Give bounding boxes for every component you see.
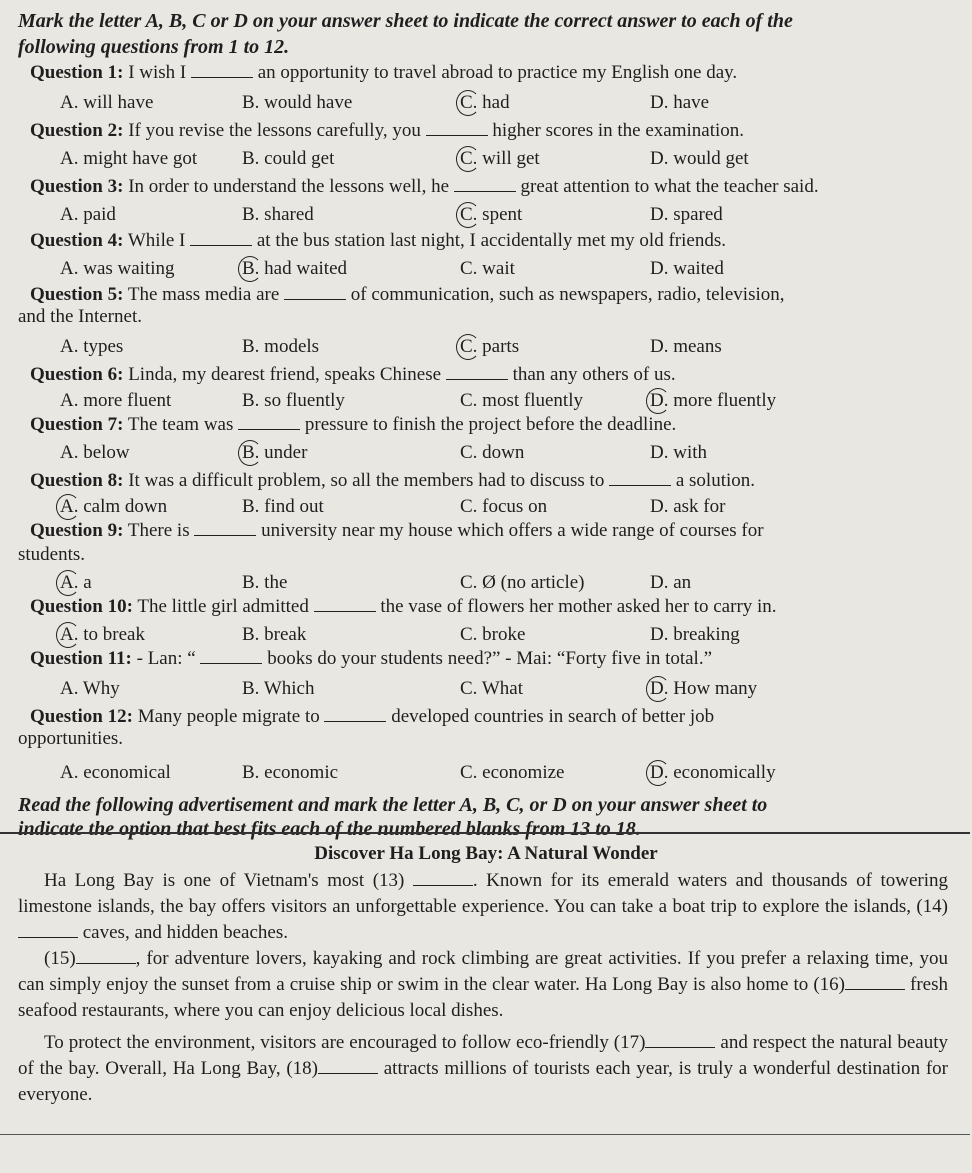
question-12-continuation: opportunities.	[18, 728, 124, 749]
question-3-stem	[30, 176, 819, 198]
answer-blank	[446, 379, 508, 380]
passage-text: , for adventure lovers, kayaking and rock climbing are great activities. If you prefer a	[135, 948, 801, 969]
question-5-option-b[interactable]: B. models	[242, 336, 320, 357]
question-text: at the bus station last night, I accidentally met my old friends.	[256, 230, 726, 251]
question-text: an opportunity to travel abroad to practice my English one day.	[257, 62, 738, 83]
question-7-option-b[interactable]: B. under	[242, 442, 308, 463]
passage-paragraph-1	[18, 868, 948, 946]
question-6-option-a[interactable]: A. more fluent	[60, 390, 172, 411]
question-11-stem	[30, 648, 712, 670]
question-5-stem	[30, 284, 785, 306]
question-8-option-c[interactable]: C. focus on	[460, 496, 548, 517]
question-4-stem	[30, 230, 726, 252]
question-7-stem	[30, 414, 676, 436]
passage-text: Long Bay is also home to (16)	[612, 974, 845, 995]
question-text: higher scores in the examination.	[492, 120, 745, 141]
passage-title: Discover Ha Long Bay: A Natural Wonder	[314, 843, 658, 864]
question-11-option-c[interactable]: C. What	[460, 678, 523, 699]
question-text: great attention to what the teacher said.	[520, 176, 819, 197]
passage-text: To protect the environment, visitors are encouraged to follow eco-friendly (17)	[44, 1032, 646, 1053]
passage-text: . Known for its emerald waters and	[472, 870, 764, 891]
question-text: In order to understand the lessons well, he	[128, 176, 449, 197]
question-12-option-d[interactable]: D. economically	[650, 762, 776, 783]
question-8-option-d[interactable]: D. ask for	[650, 496, 726, 517]
passage-text: local dishes.	[409, 1000, 504, 1021]
instructions-line-2: following questions from 1 to 12.	[18, 36, 290, 58]
question-9-option-b[interactable]: B. the	[242, 572, 288, 593]
question-2-option-a[interactable]: A. might have got	[60, 148, 198, 169]
answer-blank	[454, 191, 516, 192]
question-6-stem	[30, 364, 676, 386]
question-10-option-d[interactable]: D. breaking	[650, 624, 740, 645]
question-label: Question 9:	[30, 520, 124, 541]
question-text: While I	[127, 230, 186, 251]
question-8-option-a[interactable]: A. calm down	[60, 496, 168, 517]
question-label: Question 2:	[30, 120, 124, 141]
question-12-option-a[interactable]: A. economical	[60, 762, 171, 783]
answer-blank	[426, 135, 488, 136]
question-1-stem	[30, 62, 737, 84]
question-3-option-a[interactable]: A. paid	[60, 204, 116, 225]
question-4-option-d[interactable]: D. waited	[650, 258, 724, 279]
question-1-option-c[interactable]: C. had	[460, 92, 510, 113]
question-text: of communication, such as newspapers, radio, television,	[350, 284, 785, 305]
question-text: the vase of flowers her mother asked her to carry in.	[380, 596, 777, 617]
passage-text: relaxing time, you can simply enjoy the sunset from a cruise ship or swim in the clear water. Ha	[18, 948, 948, 995]
question-text: a solution.	[675, 470, 756, 491]
question-11-option-a[interactable]: A. Why	[60, 678, 120, 699]
question-text: It was a difficult problem, so all the members had to discuss to	[128, 470, 605, 491]
blank-17	[645, 1047, 715, 1048]
question-1-option-d[interactable]: D. have	[650, 92, 710, 113]
question-2-option-b[interactable]: B. could get	[242, 148, 335, 169]
question-text: - Lan: “	[136, 648, 196, 669]
question-9-option-a[interactable]: A. a	[60, 572, 92, 593]
passage-paragraph-2	[18, 1030, 948, 1108]
question-5-option-c[interactable]: C. parts	[460, 336, 520, 357]
answer-blank	[324, 721, 386, 722]
question-text: If you revise the lessons carefully, you	[128, 120, 421, 141]
question-3-option-d[interactable]: D. spared	[650, 204, 723, 225]
blank-13	[413, 885, 473, 886]
question-text: The team was	[127, 414, 234, 435]
passage-text: respect the natural beauty of the bay. Overall, Ha Long Bay, (18)	[18, 1032, 948, 1079]
question-text: pressure to finish the project before the deadline.	[304, 414, 677, 435]
question-4-option-a[interactable]: A. was waiting	[60, 258, 175, 279]
passage-body	[18, 868, 948, 1108]
question-12-option-c[interactable]: C. economize	[460, 762, 565, 783]
question-5-continuation: and the Internet.	[18, 306, 142, 327]
question-7-option-a[interactable]: A. below	[60, 442, 130, 463]
question-label: Question 1:	[30, 62, 124, 83]
question-text: Linda, my dearest friend, speaks Chinese	[128, 364, 442, 385]
question-2-option-d[interactable]: D. would get	[650, 148, 749, 169]
question-7-option-d[interactable]: D. with	[650, 442, 707, 463]
question-text: Many people migrate to	[137, 706, 320, 727]
instructions-2-line-1: Read the following advertisement and mark the letter A, B, C, or D on your answer sheet to	[18, 794, 768, 816]
question-label: Question 4:	[30, 230, 124, 251]
answer-blank	[194, 535, 256, 536]
question-3-option-b[interactable]: B. shared	[242, 204, 314, 225]
passage-text: each year, is truly a wonderful destination for everyone.	[18, 1058, 949, 1105]
instructions-2-line-2: indicate the option that best fits each of the numbered blanks from 13 to 18.	[18, 818, 641, 840]
question-9-option-d[interactable]: D. an	[650, 572, 692, 593]
question-10-option-b[interactable]: B. break	[242, 624, 307, 645]
question-4-option-c[interactable]: C. wait	[460, 258, 515, 279]
question-label: Question 5:	[30, 284, 124, 305]
question-9-option-c[interactable]: C. Ø (no article)	[460, 572, 585, 593]
question-text: university near my house which offers a wide range of courses for	[261, 520, 764, 541]
passage-text: caves, and hidden beaches.	[82, 922, 288, 943]
question-12-stem	[30, 706, 714, 728]
passage-paragraph-1b	[18, 946, 948, 1024]
question-2-option-c[interactable]: C. will get	[460, 148, 540, 169]
question-label: Question 12:	[30, 706, 133, 727]
question-text: The little girl admitted	[137, 596, 309, 617]
question-text: developed countries in search of better job	[391, 706, 715, 727]
answer-blank	[314, 611, 376, 612]
question-label: Question 7:	[30, 414, 124, 435]
question-5-option-a[interactable]: A. types	[60, 336, 124, 357]
question-3-option-c[interactable]: C. spent	[460, 204, 523, 225]
question-label: Question 3:	[30, 176, 124, 197]
passage-text: fresh seafood restaurants, where you can enjoy delicious	[18, 974, 949, 1021]
question-label: Question 6:	[30, 364, 124, 385]
question-11-option-b[interactable]: B. Which	[242, 678, 315, 699]
passage-text: attracts millions of tourists	[383, 1058, 590, 1079]
question-4-option-b[interactable]: B. had waited	[242, 258, 348, 279]
question-6-option-d[interactable]: D. more fluently	[650, 390, 777, 411]
question-5-option-d[interactable]: D. means	[650, 336, 722, 357]
question-1-option-a[interactable]: A. will have	[60, 92, 154, 113]
question-7-option-c[interactable]: C. down	[460, 442, 525, 463]
question-text: than any others of us.	[512, 364, 676, 385]
blank-16	[845, 989, 905, 990]
question-10-option-c[interactable]: C. broke	[460, 624, 526, 645]
question-6-option-c[interactable]: C. most fluently	[460, 390, 583, 411]
passage-text: (15)	[44, 948, 76, 969]
answer-blank	[190, 245, 252, 246]
answer-blank	[191, 77, 253, 78]
passage-text: Ha Long Bay is one of Vietnam's most (13)	[44, 870, 405, 891]
question-11-option-d[interactable]: D. How many	[650, 678, 758, 699]
instructions-line-1: Mark the letter A, B, C or D on your answer sheet to indicate the correct answer to each of the	[18, 10, 793, 32]
blank-15	[76, 963, 136, 964]
answer-blank	[609, 485, 671, 486]
answer-blank	[200, 663, 262, 664]
answer-blank	[284, 299, 346, 300]
question-9-stem	[30, 520, 764, 542]
question-text: books do your students need?” - Mai: “Forty five in total.”	[267, 648, 713, 669]
question-label: Question 8:	[30, 470, 124, 491]
question-12-option-b[interactable]: B. economic	[242, 762, 339, 783]
question-2-stem	[30, 120, 744, 142]
blank-14	[18, 937, 78, 938]
answer-blank	[238, 429, 300, 430]
question-text: I wish I	[128, 62, 187, 83]
passage-text: can take a boat trip to explore the islands, (14)	[589, 896, 949, 917]
question-text: There is	[127, 520, 190, 541]
question-text: The mass media are	[127, 284, 280, 305]
question-10-option-a[interactable]: A. to break	[60, 624, 145, 645]
question-6-option-b[interactable]: B. so fluently	[242, 390, 345, 411]
passage-text: thousands of towering limestone islands, the bay offers visitors an unforgettable experience. You	[18, 870, 948, 917]
question-9-continuation: students.	[18, 544, 86, 565]
question-1-option-b[interactable]: B. would have	[242, 92, 353, 113]
passage-text: and	[720, 1032, 748, 1053]
question-10-stem	[30, 596, 777, 618]
question-8-option-b[interactable]: B. find out	[242, 496, 324, 517]
blank-18	[318, 1073, 378, 1074]
question-label: Question 10:	[30, 596, 133, 617]
question-8-stem	[30, 470, 755, 492]
question-label: Question 11:	[30, 648, 132, 669]
